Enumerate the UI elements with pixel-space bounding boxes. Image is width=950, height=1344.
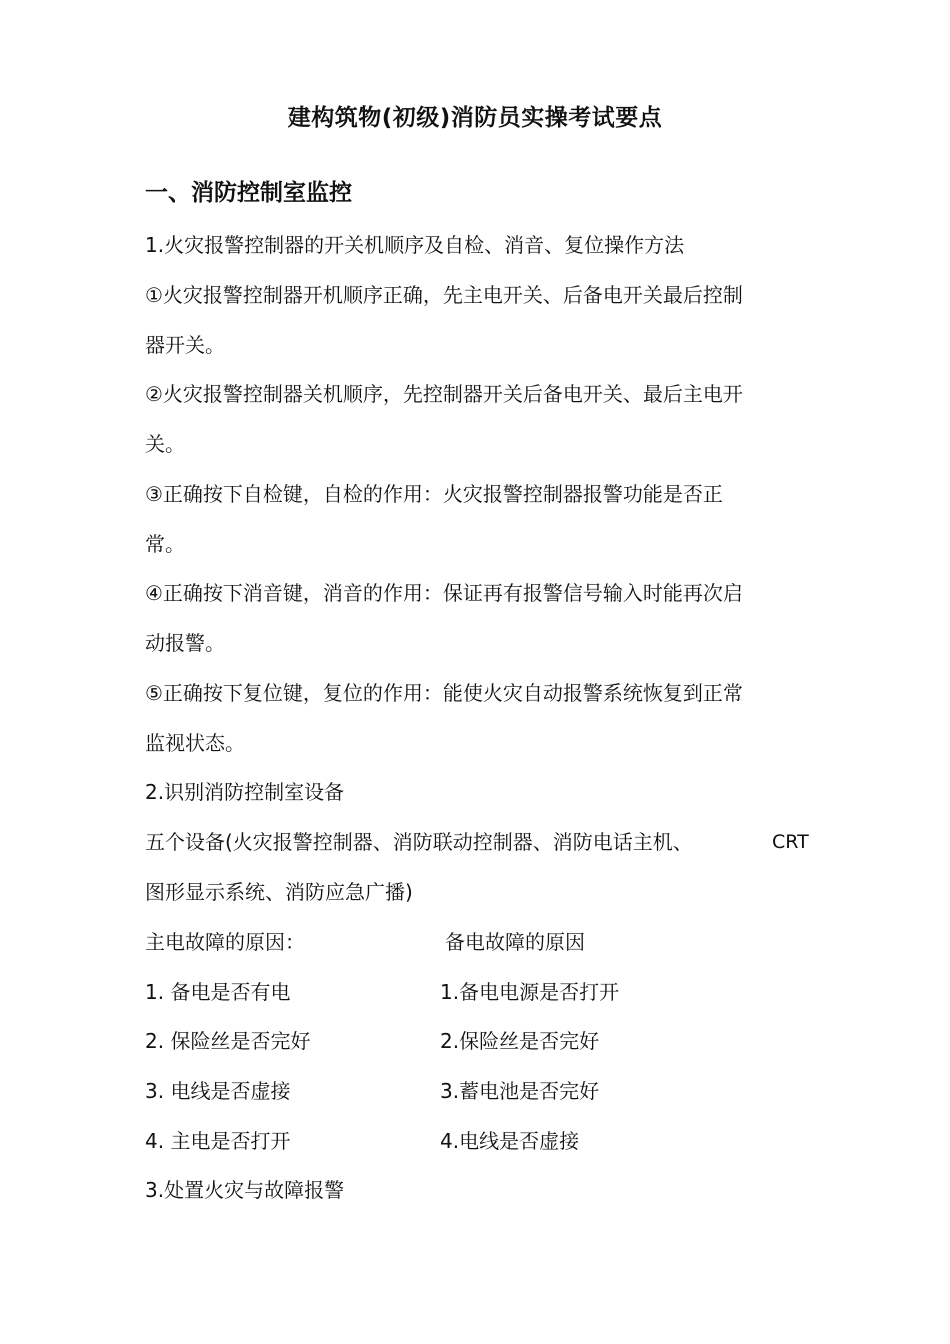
main-fault-item: 4. 主电是否打开 xyxy=(145,1129,291,1153)
item-heading-3: 3.处置火灾与故障报警 xyxy=(145,1178,345,1202)
equipment-line1: 五个设备(火灾报警控制器、消防联动控制器、消防电话主机、 xyxy=(145,830,693,854)
backup-fault-item: 1.备电电源是否打开 xyxy=(440,980,620,1004)
equipment-crt-label: CRT xyxy=(772,831,809,853)
paragraph-reset-line1: ⑤正确按下复位键，复位的作用：能使火灾自动报警系统恢复到正常 xyxy=(145,681,743,705)
backup-power-fault-header: 备电故障的原因 xyxy=(445,930,585,954)
paragraph-shutdown-line2: 关。 xyxy=(145,432,185,456)
paragraph-reset-line2: 监视状态。 xyxy=(145,731,245,755)
item-heading-1: 1.火灾报警控制器的开关机顺序及自检、消音、复位操作方法 xyxy=(145,233,685,257)
paragraph-shutdown-line1: ②火灾报警控制器关机顺序，先控制器开关后备电开关、最后主电开 xyxy=(145,382,743,406)
backup-fault-item: 4.电线是否虚接 xyxy=(440,1129,580,1153)
document-title: 建构筑物(初级)消防员实操考试要点 xyxy=(287,105,663,131)
main-fault-item: 3. 电线是否虚接 xyxy=(145,1079,291,1103)
backup-fault-item: 3.蓄电池是否完好 xyxy=(440,1079,600,1103)
section-heading-fire-control-room: 一、消防控制室监控 xyxy=(145,180,352,206)
paragraph-selftest-line2: 常。 xyxy=(145,532,185,556)
paragraph-selftest-line1: ③正确按下自检键，自检的作用：火灾报警控制器报警功能是否正 xyxy=(145,482,723,506)
paragraph-silence-line1: ④正确按下消音键，消音的作用：保证再有报警信号输入时能再次启 xyxy=(145,581,743,605)
main-power-fault-header: 主电故障的原因： xyxy=(145,930,305,954)
paragraph-startup-line1: ①火灾报警控制器开机顺序正确，先主电开关、后备电开关最后控制 xyxy=(145,283,743,307)
main-fault-item: 1. 备电是否有电 xyxy=(145,980,291,1004)
main-fault-item: 2. 保险丝是否完好 xyxy=(145,1029,311,1053)
paragraph-startup-line2: 器开关。 xyxy=(145,333,225,357)
paragraph-silence-line2: 动报警。 xyxy=(145,631,225,655)
item-heading-2: 2.识别消防控制室设备 xyxy=(145,780,345,804)
equipment-line2: 图形显示系统、消防应急广播) xyxy=(145,880,413,904)
backup-fault-item: 2.保险丝是否完好 xyxy=(440,1029,600,1053)
